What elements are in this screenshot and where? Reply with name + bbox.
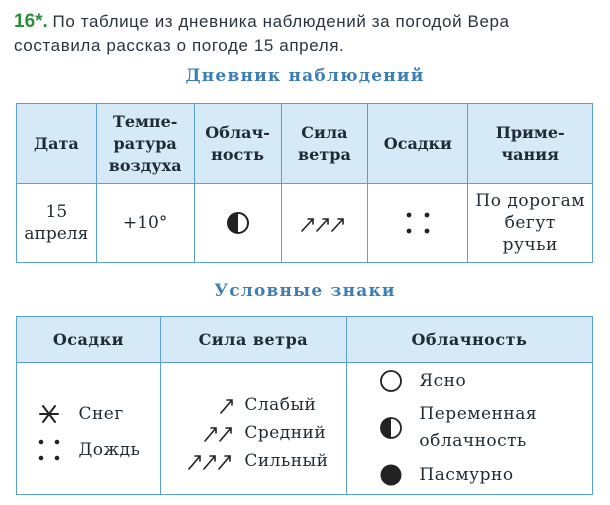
diary-cell-precipitation <box>368 184 468 263</box>
rain-label: Дождь <box>78 440 141 460</box>
medium-wind-icon <box>202 422 236 444</box>
diary-header-date: Дата <box>17 104 97 184</box>
diary-header-notes: Приме-чания <box>468 104 593 184</box>
legend-cell-precipitation <box>17 363 161 495</box>
overcast-icon <box>379 463 403 487</box>
rain-icon <box>403 208 433 238</box>
legend-item-half-cloudy <box>379 401 559 455</box>
clear-icon <box>379 369 403 393</box>
legend-table <box>16 316 593 495</box>
legend-item-overcast <box>379 461 559 489</box>
weak-wind-label: Слабый <box>244 395 317 415</box>
diary-cell-wind <box>281 184 368 263</box>
snow-icon <box>36 401 62 427</box>
legend-item-clear <box>379 367 559 395</box>
legend-header-cloudiness: Облачность <box>346 317 592 363</box>
half-cloudy-label: Переменная облачность <box>419 403 538 451</box>
weak-wind-icon <box>218 394 236 416</box>
half-cloudy-icon <box>225 210 251 236</box>
rain-icon <box>36 437 62 463</box>
diary-cell-cloudiness <box>194 184 281 263</box>
diary-cell-note: По дорогам бегут ручьи <box>468 184 593 263</box>
diary-header-precipitation: Осадки <box>368 104 468 184</box>
task-text: По таблице из дневника наблюдений за погодой Вера составила рассказ о погоде 15 апреля. <box>14 12 510 55</box>
legend-header-precipitation: Осадки <box>17 317 161 363</box>
legend-item-rain <box>36 436 140 464</box>
legend-cell-cloudiness <box>346 363 592 495</box>
snow-label: Снег <box>78 404 124 424</box>
diary-title: Дневник наблюдений <box>185 66 425 86</box>
strong-wind-label: Сильный <box>244 451 329 471</box>
diary-header-cloudiness: Облач-ность <box>194 104 281 184</box>
diary-table <box>16 103 593 263</box>
diary-cell-temperature: +10° <box>96 184 194 263</box>
strong-wind-icon <box>186 450 236 472</box>
diary-header-temperature: Темпе-ратура воздуха <box>96 104 194 184</box>
medium-wind-label: Средний <box>244 423 327 443</box>
clear-label: Ясно <box>419 370 467 391</box>
half-cloudy-icon <box>379 416 403 440</box>
diary-row <box>17 184 593 263</box>
legend-title: Условные знаки <box>214 281 396 301</box>
legend-row <box>17 363 593 495</box>
legend-header-row <box>17 317 593 363</box>
strong-wind-icon <box>299 211 349 235</box>
diary-header-wind: Сила ветра <box>281 104 368 184</box>
legend-item-medium-wind <box>178 419 328 447</box>
overcast-label: Пасмурно <box>419 464 514 485</box>
task-number: 16*. <box>14 11 48 32</box>
legend-item-snow <box>36 400 140 428</box>
legend-header-wind: Сила ветра <box>160 317 346 363</box>
legend-item-weak-wind <box>178 391 328 419</box>
legend-cell-wind <box>160 363 346 495</box>
diary-header-row <box>17 104 593 184</box>
legend-item-strong-wind <box>178 447 328 475</box>
task-statement <box>14 10 599 58</box>
diary-cell-date: 15 апреля <box>17 184 97 263</box>
